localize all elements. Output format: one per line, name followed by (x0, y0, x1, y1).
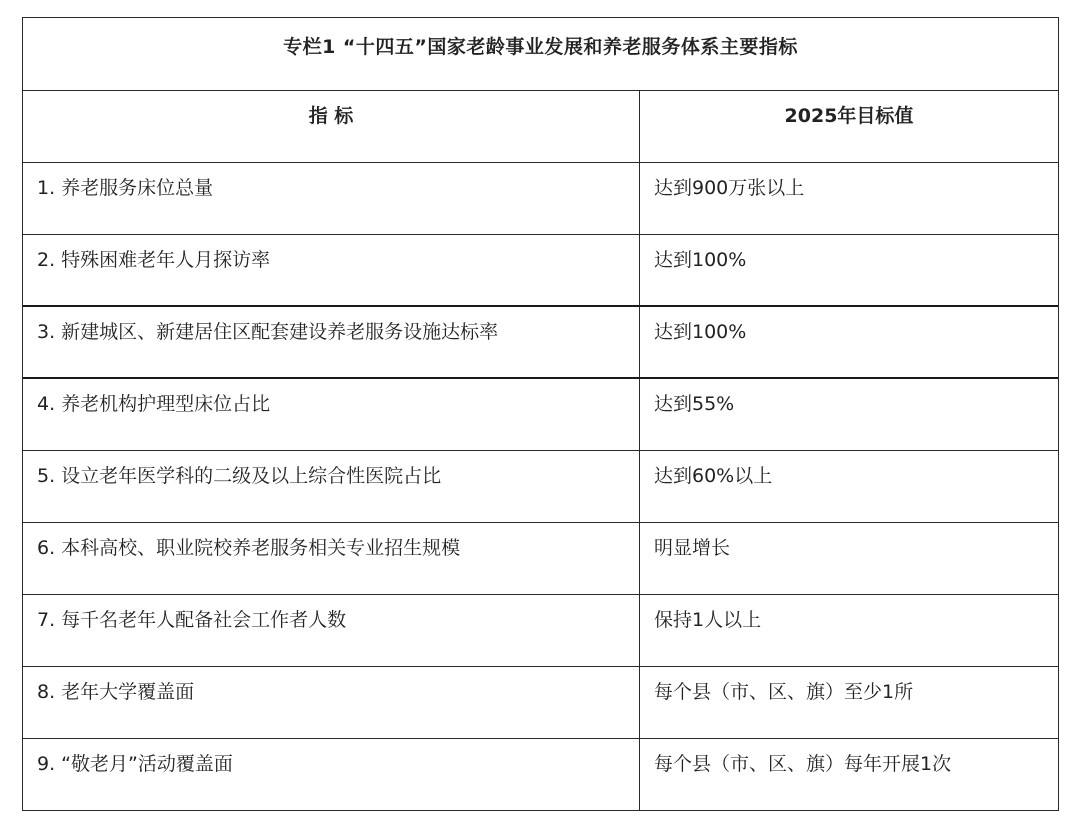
row-target: 达到55% (654, 393, 735, 415)
table-title-text: 专栏1 “十四五”国家老龄事业发展和养老服务体系主要指标 (283, 36, 798, 58)
header-target-value: 2025年目标值 (784, 105, 914, 127)
table-row (23, 595, 1058, 667)
table-header-row (23, 91, 1058, 163)
table-row (23, 235, 1058, 307)
table-row (23, 667, 1058, 739)
table-row (23, 451, 1058, 523)
row-indicator: 1. 养老服务床位总量 (23, 163, 640, 234)
row-target: 达到60%以上 (654, 465, 773, 487)
row-target: 达到100% (654, 321, 747, 343)
table-title (23, 18, 1058, 91)
row-indicator: 2. 特殊困难老年人月探访率 (23, 235, 640, 305)
table-row (23, 739, 1058, 810)
row-target: 每个县（市、区、旗）至少1所 (654, 681, 914, 703)
row-target: 达到900万张以上 (654, 177, 805, 199)
row-indicator: 9. “敬老月”活动覆盖面 (23, 739, 640, 810)
row-indicator: 8. 老年大学覆盖面 (23, 667, 640, 738)
row-indicator: 3. 新建城区、新建居住区配套建设养老服务设施达标率 (23, 307, 640, 377)
indicator-table (22, 17, 1059, 811)
row-target: 每个县（市、区、旗）每年开展1次 (654, 753, 952, 775)
row-indicator: 5. 设立老年医学科的二级及以上综合性医院占比 (23, 451, 640, 522)
table-row (23, 307, 1058, 379)
header-indicator: 指 标 (23, 91, 640, 162)
row-indicator: 7. 每千名老年人配备社会工作者人数 (23, 595, 640, 666)
row-indicator: 6. 本科高校、职业院校养老服务相关专业招生规模 (23, 523, 640, 594)
row-target: 达到100% (654, 249, 747, 271)
row-indicator: 4. 养老机构护理型床位占比 (23, 379, 640, 450)
row-target: 保持1人以上 (654, 609, 762, 631)
row-target: 明显增长 (654, 537, 731, 559)
table-row (23, 379, 1058, 451)
table-row (23, 523, 1058, 595)
table-row (23, 163, 1058, 235)
